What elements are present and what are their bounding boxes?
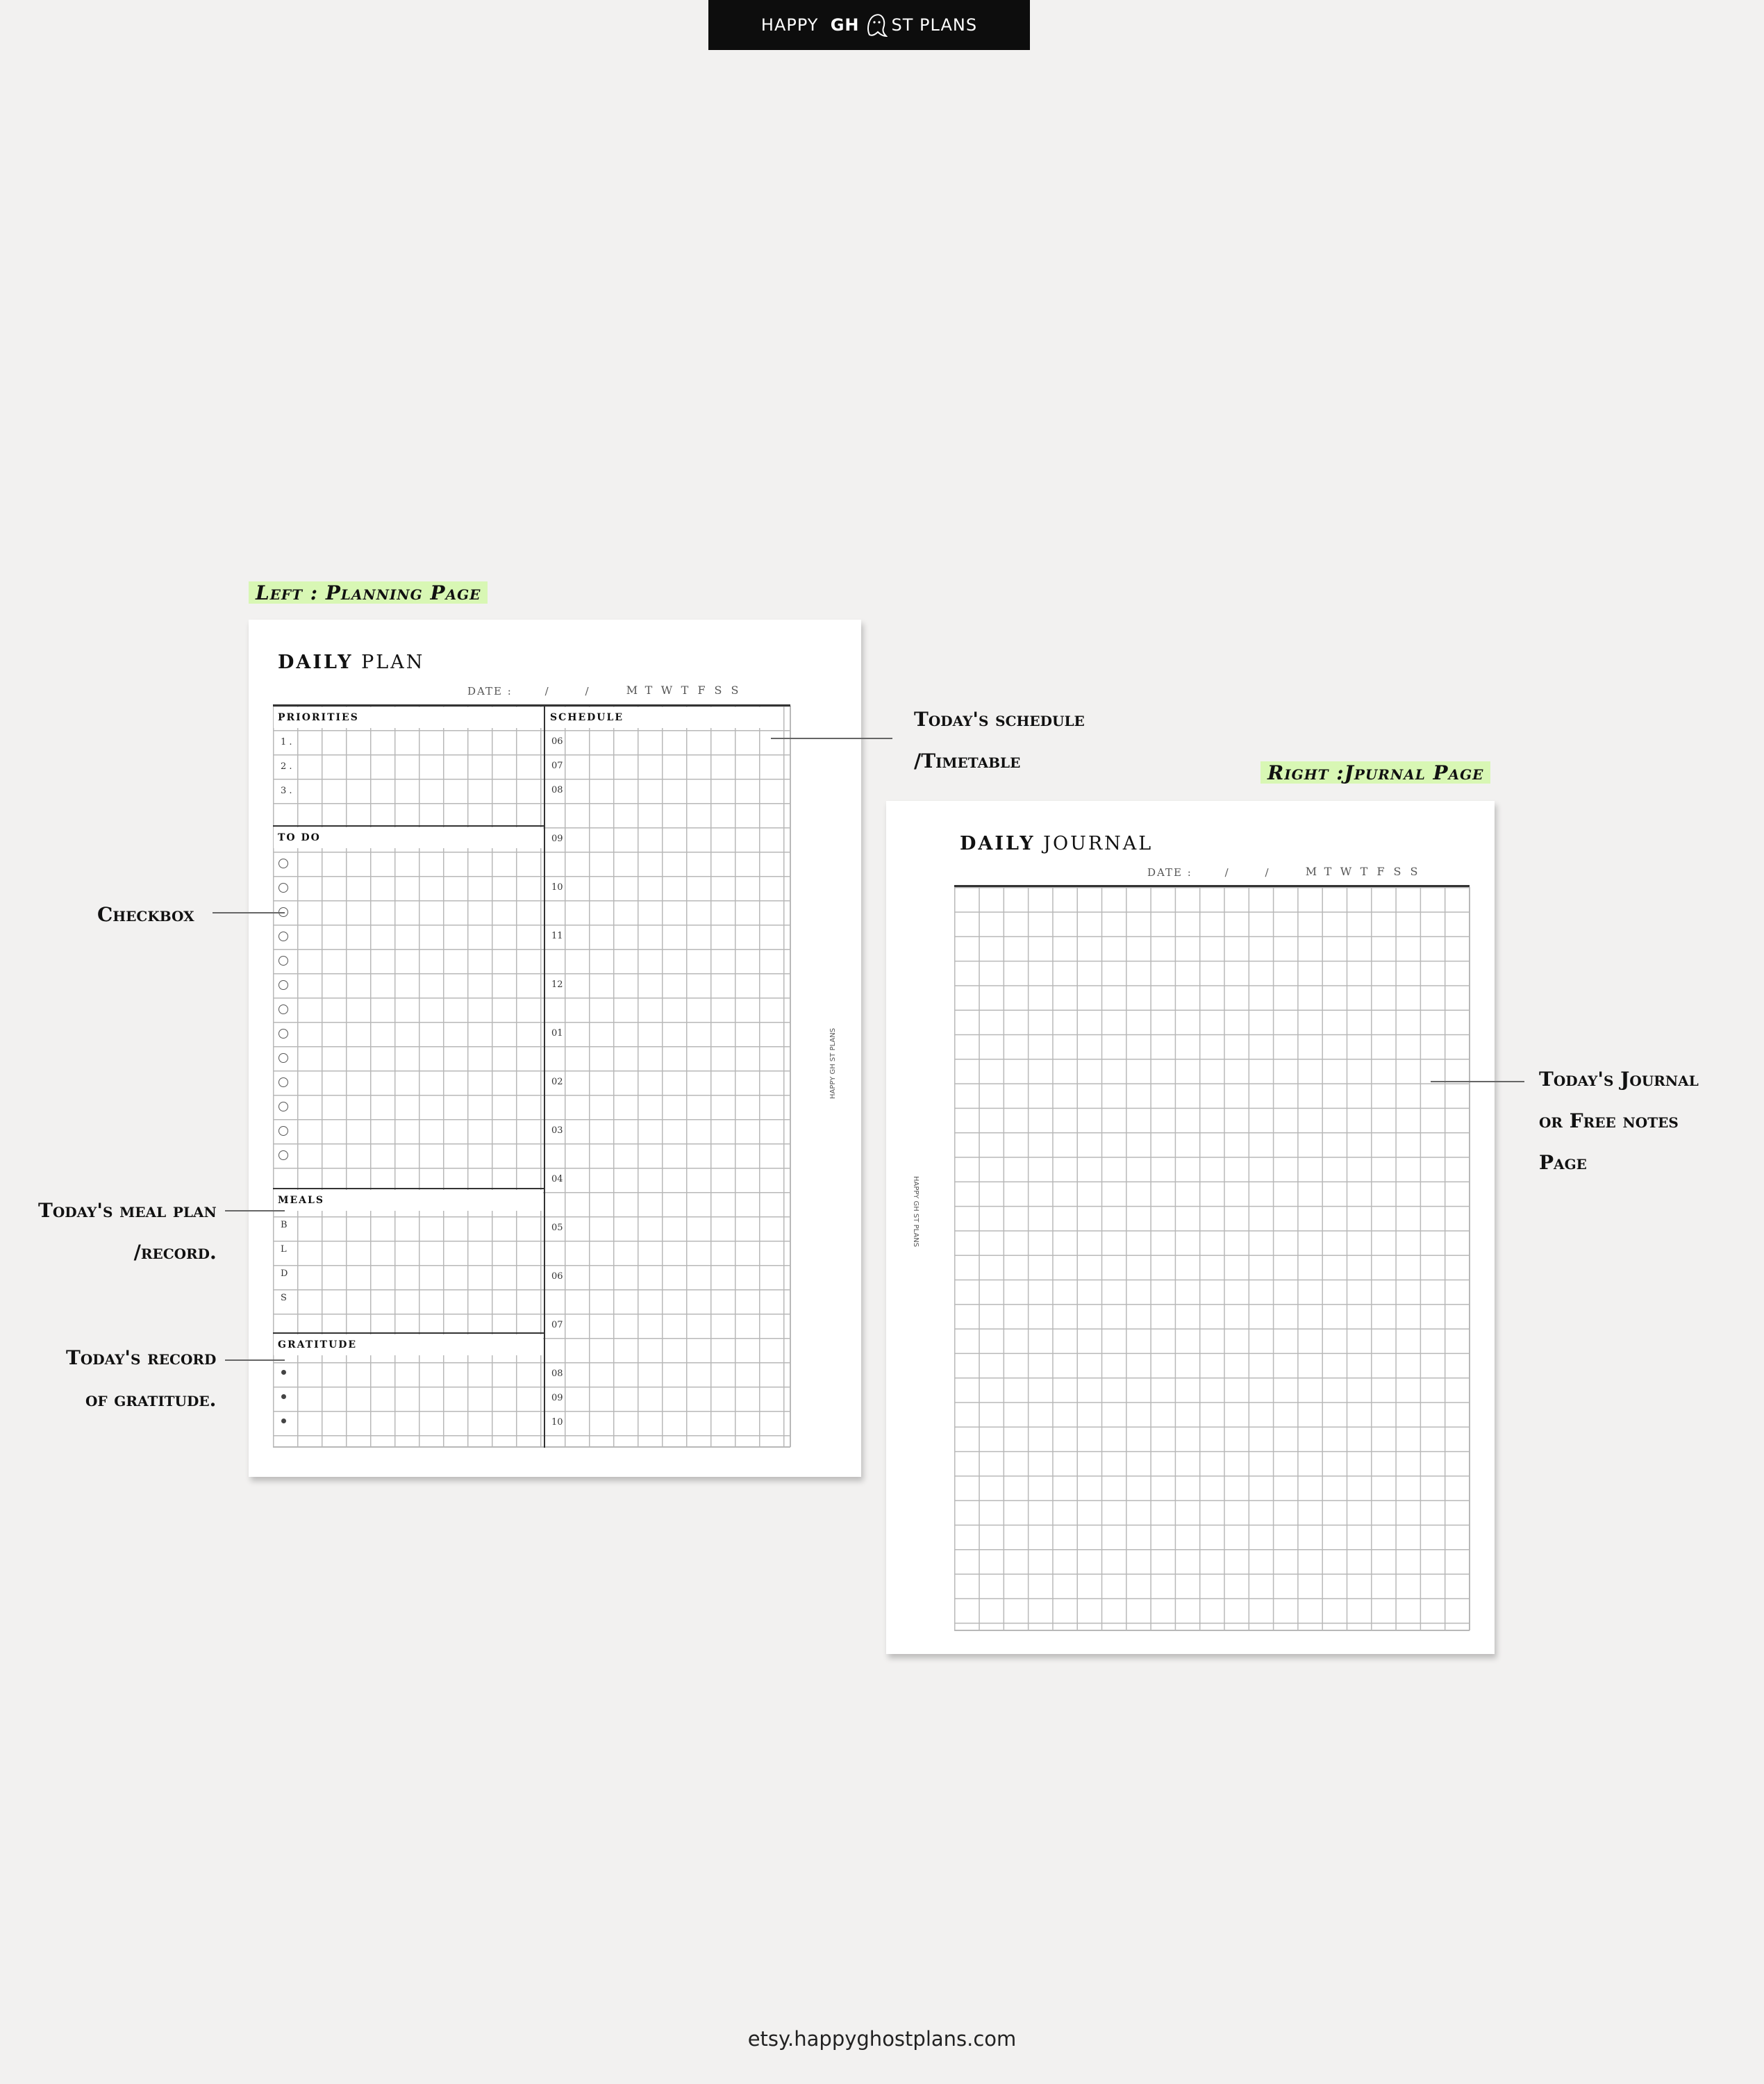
callout-gratitude: Today's record of gratitude.: [66, 1346, 217, 1411]
todo-checkbox[interactable]: [278, 1004, 288, 1014]
brand-text-gh: GH: [830, 15, 860, 35]
todo-checkbox[interactable]: [278, 883, 288, 893]
todo-header: TO DO: [274, 827, 543, 848]
priorities-header: PRIORITIES: [274, 707, 543, 728]
callout-journal: Today's Journal or Free notes Page: [1539, 1068, 1699, 1174]
planning-page: [249, 620, 861, 1477]
journal-date-field[interactable]: DATE : / /: [1147, 866, 1270, 879]
schedule-hour-label: 08: [551, 785, 563, 795]
schedule-hour-label: 07: [551, 761, 563, 771]
journal-day-1[interactable]: T: [1324, 865, 1332, 878]
priority-label-1: 1 .: [281, 737, 292, 747]
todo-checkbox[interactable]: [278, 1029, 288, 1039]
plan-day-0[interactable]: M: [626, 684, 638, 697]
schedule-hour-label: 02: [551, 1077, 563, 1087]
journal-page: [886, 801, 1495, 1654]
footer-url[interactable]: etsy.happyghostplans.com: [747, 2027, 1017, 2051]
meal-label-b: B: [281, 1220, 288, 1230]
meal-label-d: D: [281, 1268, 288, 1279]
journal-side-logo: HAPPY GH ST PLANS: [912, 1176, 920, 1248]
todo-checkbox[interactable]: [278, 1053, 288, 1063]
planning-page-title: DAILY PLAN: [278, 652, 425, 673]
todo-checkbox[interactable]: [278, 1102, 288, 1111]
schedule-hour-label: 06: [551, 736, 563, 747]
schedule-hour-label: 09: [551, 834, 563, 844]
plan-day-1[interactable]: T: [644, 684, 653, 697]
schedule-header: SCHEDULE: [546, 707, 782, 728]
schedule-hour-label: 08: [551, 1368, 563, 1379]
schedule-hour-label: 01: [551, 1028, 563, 1039]
gratitude-header: GRATITUDE: [274, 1334, 543, 1355]
todo-checkbox[interactable]: [278, 956, 288, 966]
gratitude-bullet: [281, 1370, 286, 1375]
date-field[interactable]: DATE : / /: [467, 685, 590, 697]
plan-day-4[interactable]: F: [697, 684, 706, 697]
left-page-label: Left : Planning Page: [249, 581, 488, 604]
schedule-hour-label: 12: [551, 979, 563, 990]
plan-day-3[interactable]: T: [681, 684, 689, 697]
schedule-hour-label: 03: [551, 1125, 563, 1136]
brand-text-left: HAPPY: [760, 15, 819, 35]
plan-day-6[interactable]: S: [731, 684, 739, 697]
priority-label-2: 2 .: [281, 761, 292, 772]
plan-day-5[interactable]: S: [714, 684, 722, 697]
schedule-hour-label: 06: [551, 1271, 563, 1282]
schedule-hour-label: 05: [551, 1223, 563, 1233]
callout-schedule: Today's schedule /Timetable: [914, 708, 1085, 772]
schedule-hour-label: 04: [551, 1174, 563, 1184]
meal-label-s: S: [281, 1293, 287, 1303]
journal-grid[interactable]: [954, 887, 1470, 1630]
schedule-hour-label: 10: [551, 1417, 563, 1428]
right-page-label: Right :Jpurnal Page: [1260, 761, 1490, 784]
meals-header: MEALS: [274, 1190, 543, 1211]
schedule-hour-label: 11: [551, 931, 563, 941]
journal-day-5[interactable]: S: [1393, 865, 1401, 878]
gratitude-bullet: [281, 1394, 286, 1399]
todo-checkbox[interactable]: [278, 859, 288, 868]
journal-day-3[interactable]: T: [1360, 865, 1368, 878]
journal-page-title: DAILY JOURNAL: [960, 833, 1154, 854]
callout-checkbox: Checkbox: [97, 903, 194, 926]
todo-checkbox[interactable]: [278, 1150, 288, 1160]
schedule-hour-label: 07: [551, 1320, 563, 1330]
todo-checkbox[interactable]: [278, 980, 288, 990]
schedule-hour-label: 10: [551, 882, 563, 893]
journal-day-2[interactable]: W: [1340, 865, 1352, 878]
journal-day-4[interactable]: F: [1376, 865, 1385, 878]
gratitude-bullet: [281, 1419, 286, 1423]
plan-day-2[interactable]: W: [660, 684, 673, 697]
weekday-selector[interactable]: [624, 684, 743, 697]
journal-day-6[interactable]: S: [1410, 865, 1418, 878]
journal-weekday-selector[interactable]: [1303, 865, 1422, 878]
todo-checkbox[interactable]: [278, 1126, 288, 1136]
ghost-icon: [864, 11, 888, 39]
journal-day-0[interactable]: M: [1305, 865, 1317, 878]
side-logo: HAPPY GH ST PLANS: [829, 1027, 837, 1099]
callout-meal: Today's meal plan /record.: [38, 1199, 217, 1264]
todo-checkbox[interactable]: [278, 1077, 288, 1087]
brand-text-right: ST PLANS: [891, 15, 978, 35]
todo-checkbox[interactable]: [278, 932, 288, 941]
brand-logo: [708, 0, 1030, 50]
meal-label-l: L: [281, 1244, 287, 1255]
schedule-hour-label: 09: [551, 1393, 563, 1403]
priority-label-3: 3 .: [281, 786, 292, 796]
